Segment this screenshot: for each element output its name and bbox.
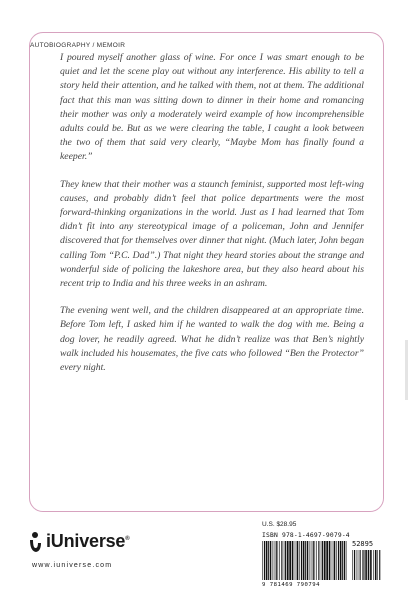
registered-mark: ® (125, 536, 130, 542)
price: U.S. $28.95 (262, 521, 297, 528)
publisher-logo (36, 531, 129, 552)
edge-mark (405, 340, 408, 400)
publisher-name: iUniverse (46, 531, 126, 551)
category-label: AUTOBIOGRAPHY / MEMOIR (30, 42, 126, 49)
isbn: ISBN 978-1-4697-9079-4 (262, 532, 350, 539)
paragraph-1: I poured myself another glass of wine. For once I was smart enough to be quiet and let the scene play out without any interference. His ability to tell a story held their attention, and he talked with them, not at them. The additional fact that this man was sitting down to dinner in their home and romancing their mother was only a moderately weird example of how incomprehensible adults could be. But as we were clearing the table, I caught a look between the two of them that said very clearly, “Maybe Mom has finally found a keeper.” (60, 52, 364, 163)
barcode-addon-number: 52895 (352, 540, 374, 548)
barcode-number: 9 781469 790794 (262, 582, 321, 588)
publisher-website: www.iuniverse.com (32, 562, 113, 569)
excerpt-text (60, 51, 364, 388)
paragraph-2: They knew that their mother was a staunch feminist, supported most left-wing causes, and probably didn’t feel that police departments were the most forward-thinking organizations in the world. Just as I had learned that Tom didn’t fit into any stereotypical image of a policeman, John and Jennifer discovered that for themselves over dinner that night. (Much later, John began calling Tom “P.C. Dad”.) That night they heard stories about the strange and wonderful side of policing the lakeshore area, but they also heard about his recent trip to India and his three weeks in an ashram. (60, 178, 364, 290)
paragraph-3: The evening went well, and the children disappeared at an appropriate time. Before Tom left, I asked him if he wanted to walk the dog with me. Being a dog lover, he readily agreed. What he didn’t realize was that Ben’s nightly walk included his housemates, the five cats who followed “Ben the Protector” every night. (60, 305, 364, 374)
